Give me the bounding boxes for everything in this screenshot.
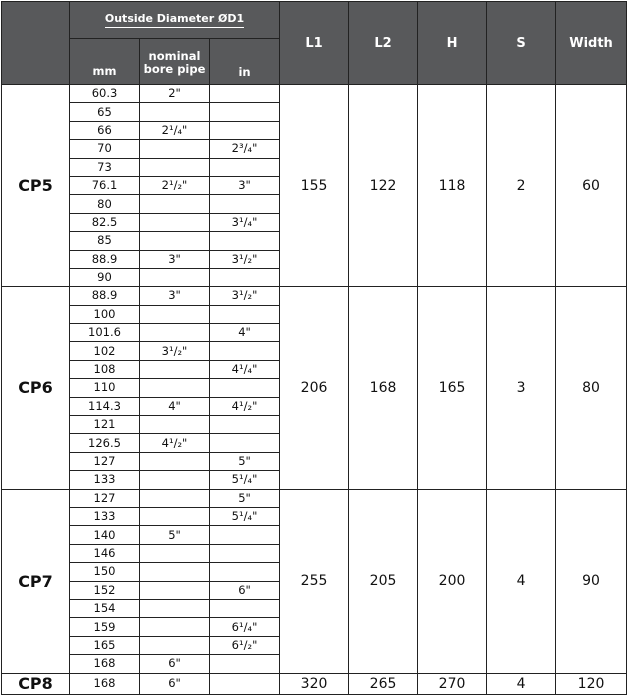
nominal-bore-cell: 6" — [140, 673, 210, 694]
inch-cell — [210, 379, 280, 397]
mm-cell: 88.9 — [70, 287, 140, 305]
nominal-bore-cell — [140, 452, 210, 470]
mm-cell: 60.3 — [70, 85, 140, 103]
mm-cell: 66 — [70, 121, 140, 139]
s-header: S — [487, 2, 556, 85]
inch-cell: 6¹/₄" — [210, 618, 280, 636]
mm-cell: 76.1 — [70, 176, 140, 194]
nominal-bore-cell: 4" — [140, 397, 210, 415]
mm-cell: 65 — [70, 103, 140, 121]
inch-cell: 5¹/₄" — [210, 507, 280, 525]
inch-cell — [210, 526, 280, 544]
width-value-cell: 120 — [556, 673, 627, 694]
nominal-bore-cell: 5" — [140, 526, 210, 544]
nominal-bore-cell — [140, 305, 210, 323]
inch-cell — [210, 158, 280, 176]
l2-value-cell: 122 — [349, 85, 418, 287]
outside-diameter-label: Outside Diameter ØD1 — [105, 12, 244, 28]
mm-cell: 114.3 — [70, 397, 140, 415]
table-row — [2, 85, 627, 103]
inch-cell — [210, 232, 280, 250]
h-header: H — [418, 2, 487, 85]
table-header — [2, 2, 627, 85]
nominal-bore-cell: 3" — [140, 250, 210, 268]
nominal-bore-cell — [140, 544, 210, 562]
nominal-bore-cell: 6" — [140, 655, 210, 673]
l1-value-cell: 206 — [280, 287, 349, 489]
nominal-bore-cell — [140, 379, 210, 397]
nominal-bore-cell — [140, 416, 210, 434]
inch-cell — [210, 673, 280, 694]
inch-cell — [210, 563, 280, 581]
h-value-cell: 165 — [418, 287, 487, 489]
mm-cell: 101.6 — [70, 324, 140, 342]
s-value-cell: 4 — [487, 489, 556, 673]
nominal-bore-cell — [140, 232, 210, 250]
nominal-bore-pipe-header: nominal bore pipe — [140, 39, 210, 85]
l1-value-cell: 255 — [280, 489, 349, 673]
mm-cell: 110 — [70, 379, 140, 397]
width-header: Width — [556, 2, 627, 85]
mm-cell: 102 — [70, 342, 140, 360]
mm-cell: 73 — [70, 158, 140, 176]
mm-cell: 126.5 — [70, 434, 140, 452]
l1-value-cell: 320 — [280, 673, 349, 694]
mm-cell: 121 — [70, 416, 140, 434]
inch-cell — [210, 416, 280, 434]
width-value-cell: 90 — [556, 489, 627, 673]
nominal-bore-cell — [140, 360, 210, 378]
s-value-cell: 2 — [487, 85, 556, 287]
mm-cell: 133 — [70, 471, 140, 489]
nominal-bore-cell — [140, 213, 210, 231]
nominal-bore-cell — [140, 636, 210, 654]
nominal-bore-cell: 2¹/₂" — [140, 176, 210, 194]
mm-cell: 159 — [70, 618, 140, 636]
h-value-cell: 200 — [418, 489, 487, 673]
nominal-bore-cell: 2¹/₄" — [140, 121, 210, 139]
table-body — [2, 85, 627, 695]
nominal-bore-cell — [140, 158, 210, 176]
mm-cell: 168 — [70, 655, 140, 673]
mm-cell: 140 — [70, 526, 140, 544]
mm-cell: 152 — [70, 581, 140, 599]
l2-header: L2 — [349, 2, 418, 85]
l2-value-cell: 265 — [349, 673, 418, 694]
mm-cell: 90 — [70, 268, 140, 286]
specification-table — [1, 1, 627, 695]
inch-cell: 4¹/₄" — [210, 360, 280, 378]
table-row — [2, 673, 627, 694]
inch-cell: 3¹/₄" — [210, 213, 280, 231]
inch-cell: 2³/₄" — [210, 140, 280, 158]
inch-cell: 5" — [210, 489, 280, 507]
inch-cell — [210, 342, 280, 360]
mm-cell: 100 — [70, 305, 140, 323]
nominal-bore-cell — [140, 268, 210, 286]
model-header-cell — [2, 2, 70, 85]
mm-cell: 108 — [70, 360, 140, 378]
inch-cell — [210, 434, 280, 452]
nominal-bore-cell: 4¹/₂" — [140, 434, 210, 452]
inch-cell — [210, 268, 280, 286]
inch-cell: 5" — [210, 452, 280, 470]
nominal-bore-cell — [140, 581, 210, 599]
width-value-cell: 60 — [556, 85, 627, 287]
s-value-cell: 3 — [487, 287, 556, 489]
nominal-bore-cell — [140, 471, 210, 489]
model-cell: CP6 — [2, 287, 70, 489]
l1-value-cell: 155 — [280, 85, 349, 287]
nominal-bore-cell — [140, 507, 210, 525]
mm-cell: 82.5 — [70, 213, 140, 231]
mm-cell: 168 — [70, 673, 140, 694]
inch-cell: 3¹/₂" — [210, 250, 280, 268]
inch-cell — [210, 544, 280, 562]
inch-cell: 3" — [210, 176, 280, 194]
inch-cell — [210, 655, 280, 673]
mm-cell: 127 — [70, 452, 140, 470]
h-value-cell: 270 — [418, 673, 487, 694]
inch-cell — [210, 85, 280, 103]
mm-cell: 70 — [70, 140, 140, 158]
mm-cell: 133 — [70, 507, 140, 525]
nominal-bore-cell — [140, 195, 210, 213]
nominal-bore-cell: 3" — [140, 287, 210, 305]
inch-cell — [210, 121, 280, 139]
mm-cell: 165 — [70, 636, 140, 654]
l2-value-cell: 168 — [349, 287, 418, 489]
model-cell: CP5 — [2, 85, 70, 287]
width-value-cell: 80 — [556, 287, 627, 489]
nominal-bore-cell — [140, 324, 210, 342]
inch-cell: 3¹/₂" — [210, 287, 280, 305]
nominal-bore-cell — [140, 563, 210, 581]
mm-cell: 85 — [70, 232, 140, 250]
model-cell: CP8 — [2, 673, 70, 694]
s-value-cell: 4 — [487, 673, 556, 694]
nominal-bore-cell — [140, 489, 210, 507]
nominal-bore-cell: 3¹/₂" — [140, 342, 210, 360]
nominal-bore-cell — [140, 618, 210, 636]
nominal-bore-cell — [140, 140, 210, 158]
l2-value-cell: 205 — [349, 489, 418, 673]
inch-cell: 6" — [210, 581, 280, 599]
mm-cell: 146 — [70, 544, 140, 562]
nominal-bore-cell — [140, 599, 210, 617]
inch-cell — [210, 195, 280, 213]
inch-cell: 4" — [210, 324, 280, 342]
table-row — [2, 287, 627, 305]
outside-diameter-header — [70, 2, 280, 39]
inch-cell: 6¹/₂" — [210, 636, 280, 654]
inch-cell: 5¹/₄" — [210, 471, 280, 489]
mm-cell: 154 — [70, 599, 140, 617]
table-row — [2, 489, 627, 507]
mm-cell: 150 — [70, 563, 140, 581]
model-cell: CP7 — [2, 489, 70, 673]
inch-cell — [210, 103, 280, 121]
inch-cell: 4¹/₂" — [210, 397, 280, 415]
mm-cell: 127 — [70, 489, 140, 507]
inch-cell — [210, 599, 280, 617]
nominal-bore-cell: 2" — [140, 85, 210, 103]
mm-header: mm — [70, 39, 140, 85]
nominal-bore-cell — [140, 103, 210, 121]
mm-cell: 88.9 — [70, 250, 140, 268]
mm-cell: 80 — [70, 195, 140, 213]
inch-cell — [210, 305, 280, 323]
l1-header: L1 — [280, 2, 349, 85]
h-value-cell: 118 — [418, 85, 487, 287]
in-header: in — [210, 39, 280, 85]
